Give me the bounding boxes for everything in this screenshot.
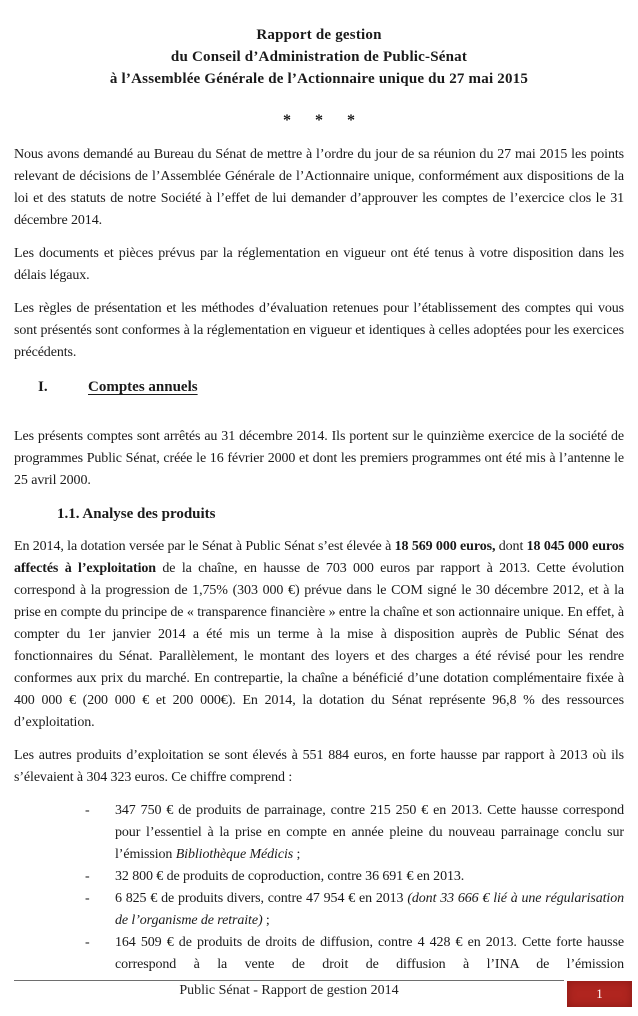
text-segment: Les autres produits d’exploitation se sont élevés à 551 884 euros, en forte hausse par rapport à 2013 où ils s’élevaient à 304 323 euros. Ce chiffre comprend : bbox=[14, 748, 624, 785]
bullet-dash: - bbox=[85, 935, 90, 950]
text-segment: (dont 33 666 € lié à une régularisation de l’organisme de retraite) bbox=[115, 891, 624, 928]
text-segment: dont bbox=[495, 539, 527, 554]
bullet-list bbox=[14, 800, 624, 976]
list-item bbox=[14, 888, 624, 932]
text-segment: En 2014, la dotation versée par le Sénat à Public Sénat s’est élevée à bbox=[14, 539, 395, 554]
text-segment: 18 569 000 euros, bbox=[394, 539, 496, 554]
page-number: 1 bbox=[596, 986, 603, 1001]
list-item bbox=[14, 866, 624, 888]
text-segment: 18 045 000 euros affectés à l’exploitation bbox=[14, 539, 624, 576]
bullet-dash: - bbox=[85, 869, 90, 884]
paragraph bbox=[14, 426, 624, 492]
footer-text: Public Sénat - Rapport de gestion 2014 bbox=[179, 983, 399, 998]
paragraph bbox=[14, 298, 624, 364]
footer-divider bbox=[14, 980, 564, 981]
separator-stars: * * * bbox=[283, 112, 355, 129]
text-segment: 347 750 € de produits de parrainage, contre 215 250 € en 2013. Cette hausse correspond pour l’essentiel à la prise en compte en année pleine du nouveau parrainage conclu sur l’émission bbox=[115, 803, 624, 862]
report-title bbox=[14, 24, 624, 90]
document-body bbox=[14, 144, 624, 976]
list-item bbox=[14, 800, 624, 866]
paragraph bbox=[14, 745, 624, 789]
report-title-line-2: du Conseil d’Administration de Public-Sénat bbox=[170, 49, 468, 65]
page-footer bbox=[0, 975, 638, 1016]
section-heading bbox=[14, 376, 624, 398]
text-segment: de la chaîne, en hausse de 703 000 euros par rapport à 2013. Cette évolution correspond à la progression de 1,75% (303 000 €) prévue dans le COM signé le 30 décembre 2012, et à la prise en compte du principe de « transparence financière » entre la chaîne et son actionnaire unique. En effet, à compter du 1er janvier 2014 a été mis un terme à la mise à disposition auprès de Public Sénat des fonctionnaires du Sénat. Parallèlement, le montant des loyers et des charges a été révisé pour les rendre conformes aux prix du marché. En contrepartie, la chaîne a bénéficié d’une dotation complémentaire fixée à 400 000 € (200 000 € et 200 000€). En 2014, la dotation du Sénat représente 96,8 % des ressources d’exploitation. bbox=[14, 561, 624, 730]
text-segment: Les documents et pièces prévus par la réglementation en vigueur ont été tenus à votre disposition dans les délais légaux. bbox=[14, 246, 624, 283]
section-label: Comptes annuels bbox=[88, 379, 198, 395]
text-segment: 6 825 € de produits divers, contre 47 954 € en 2013 bbox=[115, 891, 408, 906]
bullet-dash: - bbox=[85, 891, 90, 906]
text-segment: ; bbox=[262, 913, 270, 928]
bullet-dash: - bbox=[85, 803, 90, 818]
page-number-box bbox=[567, 981, 632, 1007]
report-title-line-3: à l’Assemblée Générale de l’Actionnaire unique du 27 mai 2015 bbox=[109, 71, 529, 87]
paragraph bbox=[14, 243, 624, 287]
text-segment: Nous avons demandé au Bureau du Sénat de mettre à l’ordre du jour de sa réunion du 27 mai 2015 les points relevant de décisions de l’Assemblée Générale de l’Actionnaire unique, conformément aux dispositions de la loi et des statuts de notre Société à l’effet de lui demander d’approuver les comptes de l’exercice clos le 31 décembre 2014. bbox=[14, 147, 624, 228]
text-segment: Les présents comptes sont arrêtés au 31 décembre 2014. Ils portent sur le quinzième exercice de la société de programmes Public Sénat, créée le 16 février 2000 et dont les premiers programmes ont été mis à l’antenne le 25 avril 2000. bbox=[14, 429, 624, 488]
section-number: I. bbox=[38, 379, 48, 395]
paragraph bbox=[14, 144, 624, 232]
text-segment: Bibliothèque Médicis bbox=[175, 847, 294, 862]
text-segment: Les règles de présentation et les méthodes d’évaluation retenues pour l’établissement des comptes qui vous sont présentés sont conformes à la réglementation en vigueur et identiques à celles adoptées pour les exercices précédents. bbox=[14, 301, 624, 360]
paragraph bbox=[14, 536, 624, 734]
subsection-heading: 1.1. Analyse des produits bbox=[57, 506, 216, 522]
text-segment: 32 800 € de produits de coproduction, contre 36 691 € en 2013. bbox=[115, 869, 465, 884]
list-item bbox=[14, 932, 624, 976]
text-segment: ; bbox=[293, 847, 301, 862]
report-title-line-1: Rapport de gestion bbox=[256, 27, 382, 43]
text-segment: 164 509 € de produits de droits de diffusion, contre 4 428 € en 2013. Cette forte hausse correspond à la vente de droit de diffusion à l’INA de l’émission bbox=[115, 935, 624, 972]
